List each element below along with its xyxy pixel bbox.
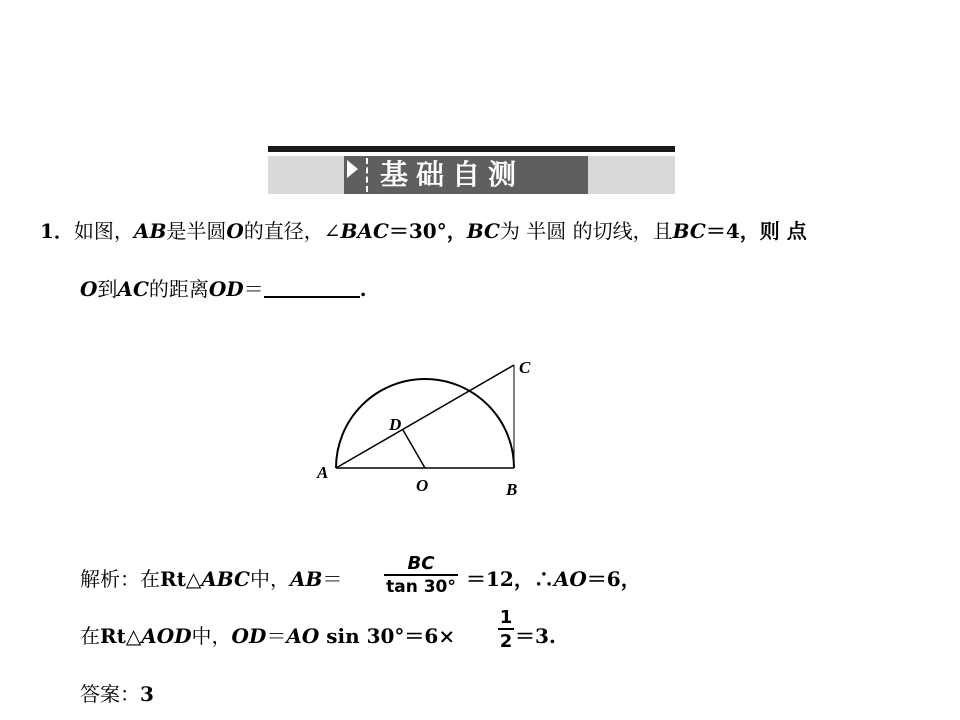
banner-top-rule bbox=[268, 146, 675, 152]
solution-text: sin 30°＝6× bbox=[319, 624, 456, 648]
semicircle-figure bbox=[300, 340, 560, 510]
math-AO: AO bbox=[286, 624, 320, 648]
question-line-1 bbox=[40, 215, 807, 244]
question-text: 为 半圆 的切线，且 bbox=[499, 219, 673, 243]
label-A: A bbox=[317, 463, 329, 482]
math-O: O bbox=[80, 277, 98, 301]
banner-dashed-divider bbox=[366, 158, 368, 192]
solution-line-1 bbox=[80, 563, 342, 592]
solution-text: 在 bbox=[80, 624, 100, 648]
math-AO: AO bbox=[553, 567, 587, 591]
fraction-denominator: 2 bbox=[499, 631, 513, 652]
solution-text: ＝ bbox=[266, 624, 287, 648]
math-AOD: AOD bbox=[141, 624, 192, 648]
math-OD: OD bbox=[231, 624, 267, 648]
solution-line-2-rest bbox=[515, 620, 556, 649]
label-O: O bbox=[416, 476, 429, 495]
secant-AC bbox=[336, 365, 514, 468]
answer-line bbox=[80, 678, 154, 707]
question-text: 到 bbox=[97, 277, 118, 301]
math-O: O bbox=[226, 219, 244, 243]
answer-label: 答案： bbox=[80, 682, 140, 706]
question-number: 1． bbox=[40, 219, 74, 243]
solution-text: 中， bbox=[191, 624, 232, 648]
math-BAC: BAC bbox=[340, 219, 389, 243]
label-B: B bbox=[506, 480, 518, 499]
section-banner bbox=[268, 146, 675, 194]
question-text: . bbox=[359, 277, 367, 301]
solution-line-1-rest bbox=[466, 563, 641, 592]
math-rt: Rt△ bbox=[160, 567, 202, 591]
segment-OD bbox=[403, 430, 425, 468]
math-AB: AB bbox=[289, 567, 323, 591]
answer-blank bbox=[264, 276, 360, 298]
solution-text: ＝12，∴ bbox=[466, 567, 554, 591]
math-BC: BC bbox=[466, 219, 500, 243]
question-text: ＝4，则 点 bbox=[705, 219, 807, 243]
math-AC: AC bbox=[117, 277, 149, 301]
question-text: 是半圆 bbox=[166, 219, 227, 243]
question-text: 的直径， bbox=[243, 219, 324, 243]
solution-line-2 bbox=[80, 620, 455, 649]
math-AB: AB bbox=[133, 219, 167, 243]
label-C: C bbox=[519, 358, 531, 377]
question-text: ＝30°， bbox=[388, 219, 467, 243]
fraction-bar bbox=[384, 574, 458, 576]
math-ABC: ABC bbox=[201, 567, 250, 591]
fraction-bc-over-tan30 bbox=[384, 553, 458, 597]
solution-text: 中， bbox=[249, 567, 290, 591]
fraction-numerator: 1 bbox=[499, 607, 513, 628]
fraction-one-half bbox=[498, 607, 514, 651]
solution-text: ＝ bbox=[322, 567, 343, 591]
solution-text: ＝6， bbox=[586, 567, 641, 591]
label-D: D bbox=[389, 415, 402, 434]
question-line-2 bbox=[80, 273, 367, 302]
question-text: 如图， bbox=[73, 219, 134, 243]
banner-title: 基础自测 bbox=[380, 158, 525, 191]
angle-symbol: ∠ bbox=[323, 219, 341, 243]
fraction-numerator: BC bbox=[407, 553, 435, 574]
fraction-bar bbox=[498, 628, 514, 630]
question-text: ＝ bbox=[243, 277, 264, 301]
question-text: 的距离 bbox=[148, 277, 209, 301]
math-rt: Rt△ bbox=[100, 624, 142, 648]
play-arrow-icon bbox=[347, 160, 358, 178]
semicircle-arc bbox=[336, 379, 514, 468]
fraction-denominator: tan 30° bbox=[386, 577, 456, 597]
solution-text: 解析：在 bbox=[80, 567, 160, 591]
math-BC: BC bbox=[672, 219, 706, 243]
answer-value: 3 bbox=[140, 682, 154, 706]
solution-text: ＝3. bbox=[515, 624, 556, 648]
math-OD: OD bbox=[208, 277, 244, 301]
